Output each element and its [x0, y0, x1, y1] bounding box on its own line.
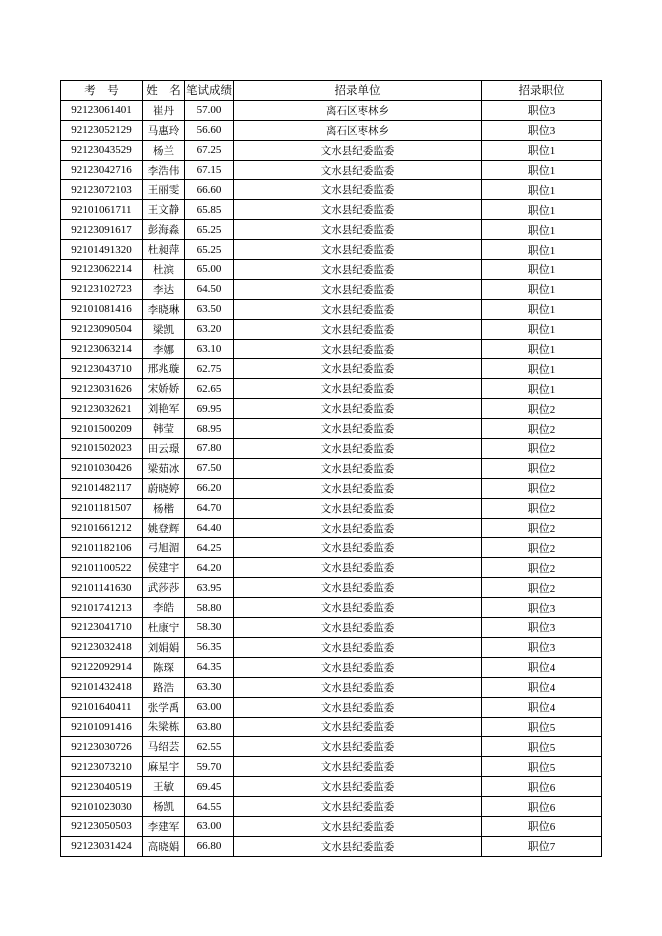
position-cell: 职位3 [482, 598, 602, 618]
name-cell: 杜昶萍 [143, 240, 185, 260]
table-row [61, 379, 602, 399]
table-row [61, 180, 602, 200]
exam-no-cell: 92101181507 [61, 498, 143, 518]
table-row [61, 359, 602, 379]
position-cell: 职位1 [482, 279, 602, 299]
score-cell: 65.85 [185, 200, 234, 220]
table-row [61, 260, 602, 280]
table-row [61, 439, 602, 459]
position-cell: 职位4 [482, 697, 602, 717]
name-cell: 李浩伟 [143, 160, 185, 180]
table-row [61, 419, 602, 439]
exam-no-cell: 92123050503 [61, 816, 143, 836]
name-cell: 马惠玲 [143, 120, 185, 140]
name-cell: 马绍芸 [143, 737, 185, 757]
name-cell: 刘娟娟 [143, 637, 185, 657]
name-cell: 弓旭湄 [143, 538, 185, 558]
name-cell: 王文静 [143, 200, 185, 220]
position-cell: 职位1 [482, 260, 602, 280]
score-cell: 63.50 [185, 299, 234, 319]
score-cell: 66.20 [185, 478, 234, 498]
name-cell: 杜康宁 [143, 618, 185, 638]
name-cell: 刘艳军 [143, 399, 185, 419]
position-cell: 职位1 [482, 240, 602, 260]
name-cell: 梁凯 [143, 319, 185, 339]
unit-cell: 文水县纪委监委 [234, 558, 482, 578]
name-cell: 李建军 [143, 816, 185, 836]
name-cell: 宋娇娇 [143, 379, 185, 399]
position-cell: 职位2 [482, 498, 602, 518]
unit-cell: 文水县纪委监委 [234, 777, 482, 797]
name-cell: 李达 [143, 279, 185, 299]
header-row [61, 81, 602, 101]
position-cell: 职位6 [482, 777, 602, 797]
unit-cell: 文水县纪委监委 [234, 359, 482, 379]
name-cell: 朱梁栋 [143, 717, 185, 737]
unit-cell: 文水县纪委监委 [234, 657, 482, 677]
header-exam-no: 考 号 [61, 81, 143, 101]
position-cell: 职位6 [482, 816, 602, 836]
table-row [61, 677, 602, 697]
name-cell: 李晓琳 [143, 299, 185, 319]
header-position: 招录职位 [482, 81, 602, 101]
table-row [61, 737, 602, 757]
table-row [61, 399, 602, 419]
exam-no-cell: 92123032418 [61, 637, 143, 657]
position-cell: 职位1 [482, 299, 602, 319]
unit-cell: 文水县纪委监委 [234, 538, 482, 558]
score-cell: 66.80 [185, 836, 234, 856]
name-cell: 武莎莎 [143, 578, 185, 598]
table-row [61, 478, 602, 498]
name-cell: 蔚晓婷 [143, 478, 185, 498]
score-cell: 59.70 [185, 757, 234, 777]
table-row [61, 120, 602, 140]
position-cell: 职位3 [482, 100, 602, 120]
score-cell: 63.10 [185, 339, 234, 359]
unit-cell: 离石区枣林乡 [234, 120, 482, 140]
unit-cell: 文水县纪委监委 [234, 339, 482, 359]
position-cell: 职位6 [482, 797, 602, 817]
unit-cell: 文水县纪委监委 [234, 816, 482, 836]
exam-no-cell: 92123042716 [61, 160, 143, 180]
exam-no-cell: 92101432418 [61, 677, 143, 697]
score-cell: 58.30 [185, 618, 234, 638]
exam-no-cell: 92101061711 [61, 200, 143, 220]
name-cell: 杨楷 [143, 498, 185, 518]
score-cell: 57.00 [185, 100, 234, 120]
table-row [61, 558, 602, 578]
unit-cell: 文水县纪委监委 [234, 319, 482, 339]
unit-cell: 文水县纪委监委 [234, 260, 482, 280]
score-cell: 63.20 [185, 319, 234, 339]
table-row [61, 100, 602, 120]
unit-cell: 文水县纪委监委 [234, 598, 482, 618]
exam-no-cell: 92123091617 [61, 220, 143, 240]
position-cell: 职位2 [482, 518, 602, 538]
position-cell: 职位1 [482, 379, 602, 399]
header-name: 姓 名 [143, 81, 185, 101]
exam-no-cell: 92123031424 [61, 836, 143, 856]
name-cell: 梁茹冰 [143, 458, 185, 478]
exam-no-cell: 92123031626 [61, 379, 143, 399]
exam-no-cell: 92101482117 [61, 478, 143, 498]
position-cell: 职位2 [482, 478, 602, 498]
position-cell: 职位2 [482, 558, 602, 578]
score-cell: 64.25 [185, 538, 234, 558]
position-cell: 职位1 [482, 140, 602, 160]
score-cell: 65.25 [185, 220, 234, 240]
position-cell: 职位2 [482, 439, 602, 459]
exam-no-cell: 92122092914 [61, 657, 143, 677]
position-cell: 职位3 [482, 637, 602, 657]
name-cell: 杜滨 [143, 260, 185, 280]
table-row [61, 717, 602, 737]
position-cell: 职位1 [482, 359, 602, 379]
unit-cell: 文水县纪委监委 [234, 717, 482, 737]
unit-cell: 文水县纪委监委 [234, 240, 482, 260]
score-cell: 64.20 [185, 558, 234, 578]
exam-no-cell: 92123072103 [61, 180, 143, 200]
score-cell: 63.00 [185, 697, 234, 717]
exam-no-cell: 92123043710 [61, 359, 143, 379]
name-cell: 邢兆璇 [143, 359, 185, 379]
exam-no-cell: 92123073210 [61, 757, 143, 777]
table-row [61, 240, 602, 260]
name-cell: 杨兰 [143, 140, 185, 160]
exam-no-cell: 92123090504 [61, 319, 143, 339]
table-row [61, 538, 602, 558]
position-cell: 职位3 [482, 120, 602, 140]
unit-cell: 文水县纪委监委 [234, 299, 482, 319]
exam-no-cell: 92123040519 [61, 777, 143, 797]
position-cell: 职位2 [482, 578, 602, 598]
score-cell: 64.50 [185, 279, 234, 299]
unit-cell: 文水县纪委监委 [234, 439, 482, 459]
table-row [61, 618, 602, 638]
exam-no-cell: 92101081416 [61, 299, 143, 319]
name-cell: 李皓 [143, 598, 185, 618]
table-row [61, 777, 602, 797]
name-cell: 彭海淼 [143, 220, 185, 240]
name-cell: 王敏 [143, 777, 185, 797]
position-cell: 职位1 [482, 180, 602, 200]
table-row [61, 458, 602, 478]
unit-cell: 离石区枣林乡 [234, 100, 482, 120]
position-cell: 职位4 [482, 657, 602, 677]
unit-cell: 文水县纪委监委 [234, 200, 482, 220]
score-cell: 67.25 [185, 140, 234, 160]
score-cell: 65.25 [185, 240, 234, 260]
name-cell: 李娜 [143, 339, 185, 359]
score-cell: 63.95 [185, 578, 234, 598]
position-cell: 职位1 [482, 160, 602, 180]
score-cell: 62.65 [185, 379, 234, 399]
name-cell: 姚登辉 [143, 518, 185, 538]
table-row [61, 816, 602, 836]
position-cell: 职位3 [482, 618, 602, 638]
table-row [61, 578, 602, 598]
position-cell: 职位5 [482, 757, 602, 777]
table-row [61, 598, 602, 618]
unit-cell: 文水县纪委监委 [234, 836, 482, 856]
exam-no-cell: 92101741213 [61, 598, 143, 618]
score-cell: 64.55 [185, 797, 234, 817]
position-cell: 职位5 [482, 737, 602, 757]
table-row [61, 657, 602, 677]
position-cell: 职位7 [482, 836, 602, 856]
exam-no-cell: 92123030726 [61, 737, 143, 757]
unit-cell: 文水县纪委监委 [234, 737, 482, 757]
name-cell: 崔丹 [143, 100, 185, 120]
name-cell: 杨凯 [143, 797, 185, 817]
exam-no-cell: 92123041710 [61, 618, 143, 638]
table-row [61, 319, 602, 339]
table-row [61, 797, 602, 817]
exam-no-cell: 92101141630 [61, 578, 143, 598]
table-row [61, 299, 602, 319]
score-cell: 64.70 [185, 498, 234, 518]
name-cell: 王丽雯 [143, 180, 185, 200]
exam-no-cell: 92123043529 [61, 140, 143, 160]
exam-no-cell: 92123061401 [61, 100, 143, 120]
unit-cell: 文水县纪委监委 [234, 578, 482, 598]
exam-no-cell: 92123062214 [61, 260, 143, 280]
name-cell: 田云璟 [143, 439, 185, 459]
score-cell: 63.00 [185, 816, 234, 836]
score-cell: 64.40 [185, 518, 234, 538]
position-cell: 职位5 [482, 717, 602, 737]
exam-no-cell: 92101182106 [61, 538, 143, 558]
score-cell: 68.95 [185, 419, 234, 439]
position-cell: 职位2 [482, 419, 602, 439]
unit-cell: 文水县纪委监委 [234, 399, 482, 419]
unit-cell: 文水县纪委监委 [234, 757, 482, 777]
unit-cell: 文水县纪委监委 [234, 160, 482, 180]
unit-cell: 文水县纪委监委 [234, 478, 482, 498]
score-cell: 58.80 [185, 598, 234, 618]
position-cell: 职位4 [482, 677, 602, 697]
table-row [61, 220, 602, 240]
score-cell: 62.75 [185, 359, 234, 379]
exam-no-cell: 92101500209 [61, 419, 143, 439]
table-row [61, 339, 602, 359]
score-cell: 63.30 [185, 677, 234, 697]
unit-cell: 文水县纪委监委 [234, 140, 482, 160]
table-row [61, 518, 602, 538]
table-row [61, 200, 602, 220]
exam-no-cell: 92101640411 [61, 697, 143, 717]
exam-no-cell: 92123102723 [61, 279, 143, 299]
exam-no-cell: 92101091416 [61, 717, 143, 737]
position-cell: 职位1 [482, 319, 602, 339]
score-cell: 56.35 [185, 637, 234, 657]
unit-cell: 文水县纪委监委 [234, 419, 482, 439]
score-cell: 67.80 [185, 439, 234, 459]
unit-cell: 文水县纪委监委 [234, 797, 482, 817]
position-cell: 职位1 [482, 339, 602, 359]
exam-no-cell: 92101491320 [61, 240, 143, 260]
score-cell: 56.60 [185, 120, 234, 140]
unit-cell: 文水县纪委监委 [234, 498, 482, 518]
table-row [61, 160, 602, 180]
score-cell: 69.95 [185, 399, 234, 419]
exam-no-cell: 92123032621 [61, 399, 143, 419]
table-row [61, 637, 602, 657]
exam-no-cell: 92101502023 [61, 439, 143, 459]
score-cell: 63.80 [185, 717, 234, 737]
table-row [61, 498, 602, 518]
score-cell: 66.60 [185, 180, 234, 200]
score-cell: 62.55 [185, 737, 234, 757]
header-unit: 招录单位 [234, 81, 482, 101]
unit-cell: 文水县纪委监委 [234, 220, 482, 240]
table-row [61, 757, 602, 777]
name-cell: 路浩 [143, 677, 185, 697]
unit-cell: 文水县纪委监委 [234, 458, 482, 478]
score-cell: 64.35 [185, 657, 234, 677]
score-cell: 65.00 [185, 260, 234, 280]
table-row [61, 697, 602, 717]
table-row [61, 140, 602, 160]
unit-cell: 文水县纪委监委 [234, 279, 482, 299]
unit-cell: 文水县纪委监委 [234, 518, 482, 538]
exam-no-cell: 92123063214 [61, 339, 143, 359]
score-cell: 69.45 [185, 777, 234, 797]
name-cell: 高晓娟 [143, 836, 185, 856]
unit-cell: 文水县纪委监委 [234, 618, 482, 638]
exam-no-cell: 92123052129 [61, 120, 143, 140]
exam-no-cell: 92101023030 [61, 797, 143, 817]
position-cell: 职位2 [482, 458, 602, 478]
unit-cell: 文水县纪委监委 [234, 180, 482, 200]
unit-cell: 文水县纪委监委 [234, 379, 482, 399]
exam-no-cell: 92101030426 [61, 458, 143, 478]
position-cell: 职位2 [482, 538, 602, 558]
exam-no-cell: 92101100522 [61, 558, 143, 578]
table-row [61, 836, 602, 856]
name-cell: 陈琛 [143, 657, 185, 677]
position-cell: 职位1 [482, 220, 602, 240]
score-cell: 67.50 [185, 458, 234, 478]
exam-no-cell: 92101661212 [61, 518, 143, 538]
unit-cell: 文水县纪委监委 [234, 677, 482, 697]
position-cell: 职位1 [482, 200, 602, 220]
unit-cell: 文水县纪委监委 [234, 697, 482, 717]
name-cell: 张学禹 [143, 697, 185, 717]
table-row [61, 279, 602, 299]
score-cell: 67.15 [185, 160, 234, 180]
name-cell: 侯建宇 [143, 558, 185, 578]
name-cell: 麻星宇 [143, 757, 185, 777]
position-cell: 职位2 [482, 399, 602, 419]
results-table [60, 80, 602, 857]
header-score: 笔试成绩 [185, 81, 234, 101]
unit-cell: 文水县纪委监委 [234, 637, 482, 657]
name-cell: 韩莹 [143, 419, 185, 439]
